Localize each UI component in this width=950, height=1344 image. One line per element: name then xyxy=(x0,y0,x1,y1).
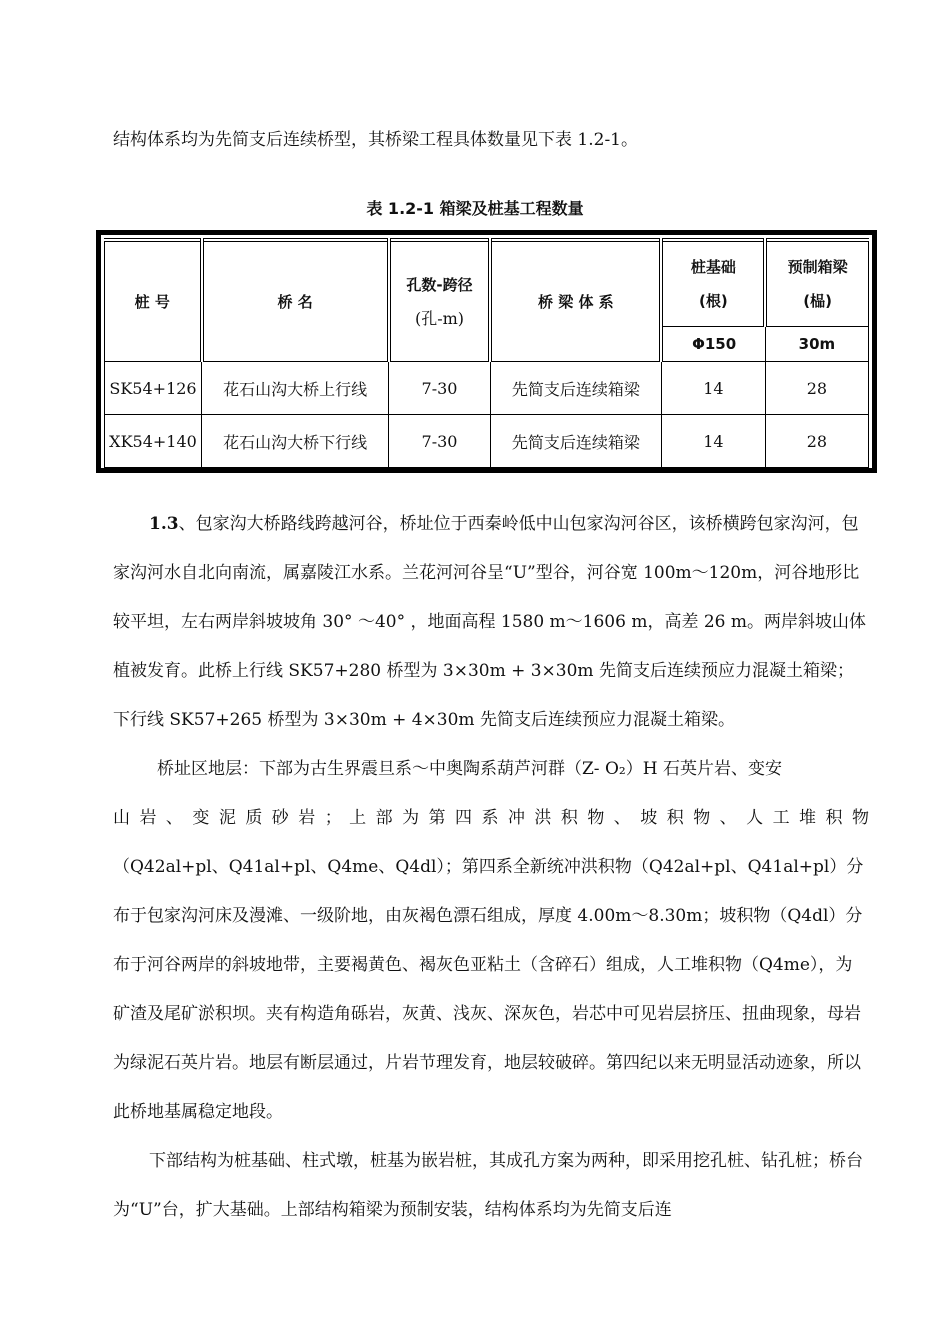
table-row xyxy=(105,362,869,415)
geology-line-2: 山 岩 、 变 泥 质 砂 岩 ； 上 部 为 第 四 系 冲 洪 积 物 、 坡 积 物 、 人 工 堆 积 物 xyxy=(113,808,869,828)
cell-piles: 14 xyxy=(661,415,765,468)
cell-pile-no: SK54+126 xyxy=(105,362,202,415)
header-piles xyxy=(661,240,765,327)
header-piles-bottom: (根) xyxy=(699,292,728,310)
cell-system: 先简支后连续箱梁 xyxy=(490,415,661,468)
header-span xyxy=(389,240,491,362)
cell-span: 7-30 xyxy=(389,362,491,415)
section-number: 1.3 xyxy=(149,514,179,534)
geology-line-1: 桥址区地层：下部为古生界震旦系～中奥陶系葫芦河群（Z- O₂）H 石英片岩、变安 xyxy=(157,759,782,779)
header-bridge-name: 桥 名 xyxy=(202,240,389,362)
cell-span: 7-30 xyxy=(389,415,491,468)
body-text xyxy=(113,500,869,1235)
header-pile-no: 桩 号 xyxy=(105,240,202,362)
header-beams xyxy=(765,240,868,327)
header-span-top: 孔数-跨径 xyxy=(406,275,473,294)
header-system: 桥 梁 体 系 xyxy=(490,240,661,362)
header-beams-bottom: (榀) xyxy=(803,292,833,310)
header-span-bottom: (孔-m) xyxy=(414,308,465,328)
intro-paragraph: 结构体系均为先简支后连续桥型，其桥梁工程具体数量见下表 1.2-1。 xyxy=(113,130,638,150)
geology-line-3: （Q42al+pl、Q41al+pl、Q4me、Q4dl）；第四系全新统冲洪积物（Q42al+pl、Q41al+pl）分布于包家沟河床及漫滩、一级阶地，由灰褐色漂石组成，厚度 4.00m～8.30m；坡积物（Q4dl）分布于河谷两岸的斜坡地带，主要褐黄色、褐灰色亚粘土（含碎石）组成，人工堆积物（Q4me），为矿渣及尾矿淤积坝。夹有构造角砾岩，灰黄、浅灰、深灰色，岩芯中可见岩层挤压、扭曲现象，母岩为绿泥石英片岩。地层有断层通过，片岩节理发育，地层较破碎。第四纪以来无明显活动迹象，所以此桥地基属稳定地段。 xyxy=(113,857,864,1122)
header-beams-sub: 30m xyxy=(765,327,868,362)
section-1-3-paragraph xyxy=(113,500,869,745)
cell-pile-no: XK54+140 xyxy=(105,415,202,468)
table-row xyxy=(105,415,869,468)
cell-beams: 28 xyxy=(765,362,868,415)
header-piles-sub: Φ150 xyxy=(661,327,765,362)
header-piles-top: 桩基础 xyxy=(690,258,736,276)
table-caption: 表 1.2-1 箱梁及桩基工程数量 xyxy=(366,199,584,218)
cell-bridge-name: 花石山沟大桥上行线 xyxy=(202,362,389,415)
section-text: 、包家沟大桥路线跨越河谷，桥址位于西秦岭低中山包家沟河谷区，该桥横跨包家沟河，包家沟河水自北向南流，属嘉陵江水系。兰花河河谷呈“U”型谷，河谷宽 100m～120m，河谷地形比较平坦，左右两岸斜坡坡角 30° ～40° ，地面高程 1580 m～1606 m，高差 26 m。两岸斜坡山体植被发育。此桥上行线 SK57+280 桥型为 3×30m + 3×30m 先简支后连续预应力混凝土箱梁；下行线 SK57+265 桥型为 3×30m + 4×30m 先简支后连续预应力混凝土箱梁。 xyxy=(113,514,867,730)
cell-beams: 28 xyxy=(765,415,868,468)
header-beams-top: 预制箱梁 xyxy=(787,258,848,276)
cell-piles: 14 xyxy=(661,362,765,415)
cell-bridge-name: 花石山沟大桥下行线 xyxy=(202,415,389,468)
quantity-table xyxy=(96,230,877,473)
cell-system: 先简支后连续箱梁 xyxy=(490,362,661,415)
substructure-paragraph: 下部结构为桩基础、柱式墩，桩基为嵌岩桩，其成孔方案为两种，即采用挖孔桩、钻孔桩；桥台为“U”台，扩大基础。上部结构箱梁为预制安装，结构体系均为先简支后连 xyxy=(113,1151,863,1220)
